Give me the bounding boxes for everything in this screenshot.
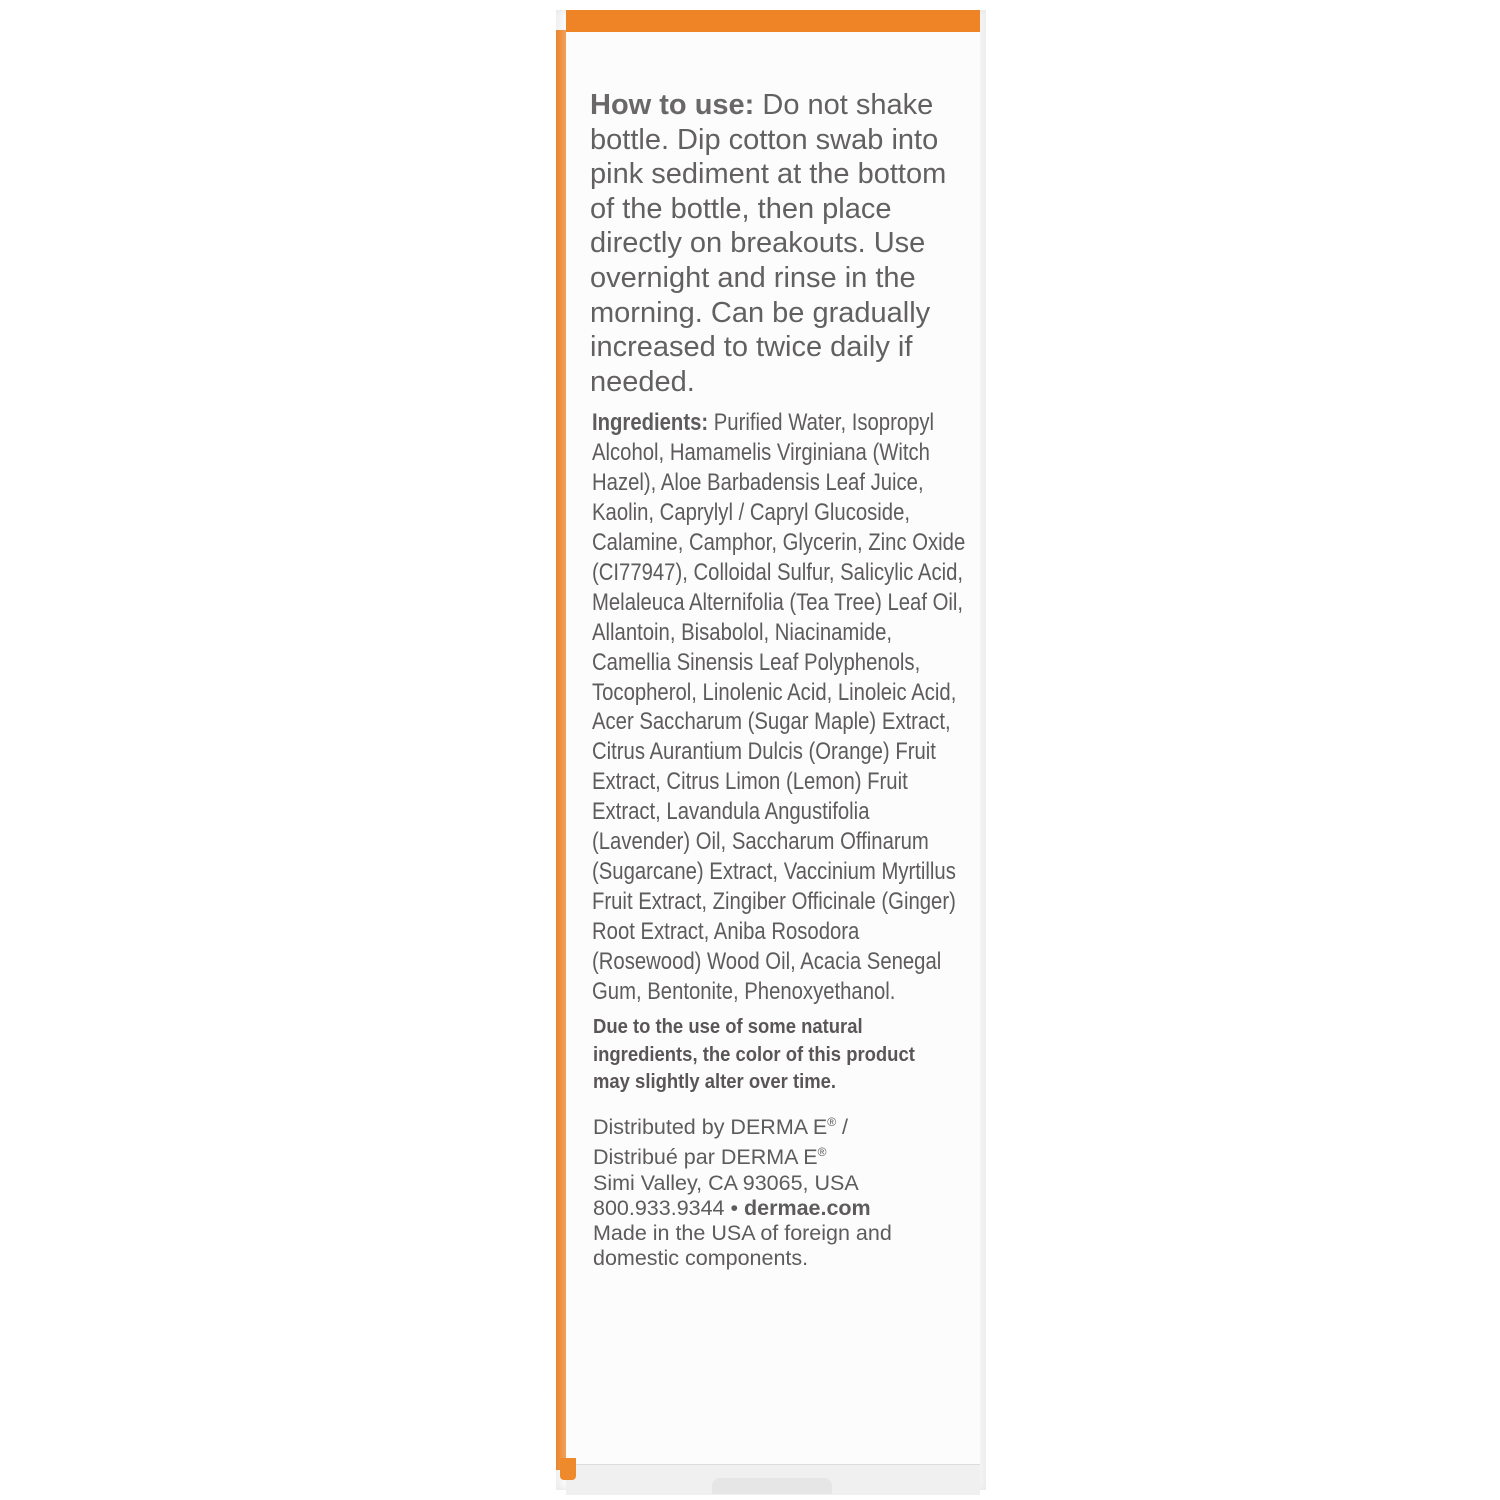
distributor-address: Simi Valley, CA 93065, USA bbox=[593, 1170, 859, 1195]
ingredients-label: Ingredients: bbox=[592, 410, 709, 437]
registered-mark-2: ® bbox=[817, 1145, 827, 1160]
color-change-note: Due to the use of some natural ingredients, the color of this product may slightly alter over time. bbox=[593, 1015, 915, 1094]
distributor-line-english-suffix: / bbox=[836, 1115, 848, 1140]
box-flap-notch bbox=[712, 1478, 832, 1494]
distributor-line-english bbox=[593, 1110, 953, 1140]
registered-mark-1: ® bbox=[827, 1114, 837, 1129]
distributor-line-french-text: Distribué par DERMA E bbox=[593, 1145, 818, 1170]
how-to-use-text: Do not shake bottle. Dip cotton swab into pink sediment at the bottom of the bottle, then place directly on breakouts. Use overnight and rinse in the morning. Can be gradually increased to twice daily if needed. bbox=[590, 89, 947, 398]
distributor-info bbox=[593, 1110, 953, 1272]
how-to-use-paragraph bbox=[590, 88, 960, 399]
how-to-use-label: How to use: bbox=[590, 89, 755, 121]
box-bottom-orange-corner bbox=[560, 1458, 576, 1480]
made-in-line-1: Made in the USA of foreign and bbox=[593, 1221, 892, 1246]
distributor-contact bbox=[593, 1196, 953, 1221]
distributor-phone: 800.933.9344 • bbox=[593, 1195, 744, 1220]
box-top-orange-stripe bbox=[566, 10, 980, 34]
label-text-area bbox=[590, 88, 966, 1272]
distributor-line-english-text: Distributed by DERMA E bbox=[593, 1115, 828, 1140]
distributor-website: dermae.com bbox=[744, 1195, 871, 1220]
made-in-line-2: domestic components. bbox=[593, 1246, 809, 1271]
distributor-line-french bbox=[593, 1140, 953, 1170]
ingredients-text: Purified Water, Isopropyl Alcohol, Hamamelis Virginiana (Witch Hazel), Aloe Barbadensis Leaf Juice, Kaolin, Caprylyl / Capryl Glucoside, Calamine, Camphor, Glycerin, Zinc Oxide (CI77947), Colloidal Sulfur, Salicylic Acid, Melaleuca Alternifolia (Tea Tree) Leaf Oil, Allantoin, Bisabolol, Niacinamide, Camellia Sinensis Leaf Polyphenols, Tocopherol, Linolenic Acid, Linoleic Acid, Acer Saccharum (Sugar Maple) Extract, Citrus Aurantium Dulcis (Orange) Fruit Extract, Citrus Limon (Lemon) Fruit Extract, Lavandula Angustifolia (Lavender) Oil, Saccharum Offinarum (Sugarcane) Extract, Vaccinium Myrtillus Fruit Extract, Zingiber Officinale (Ginger) Root Extract, Aniba Rosodora (Rosewood) Wood Oil, Acacia Senegal Gum, Bentonite, Phenoxyethanol. bbox=[592, 410, 966, 1005]
ingredients-paragraph bbox=[592, 409, 967, 1007]
box-left-orange-edge bbox=[556, 30, 566, 1470]
